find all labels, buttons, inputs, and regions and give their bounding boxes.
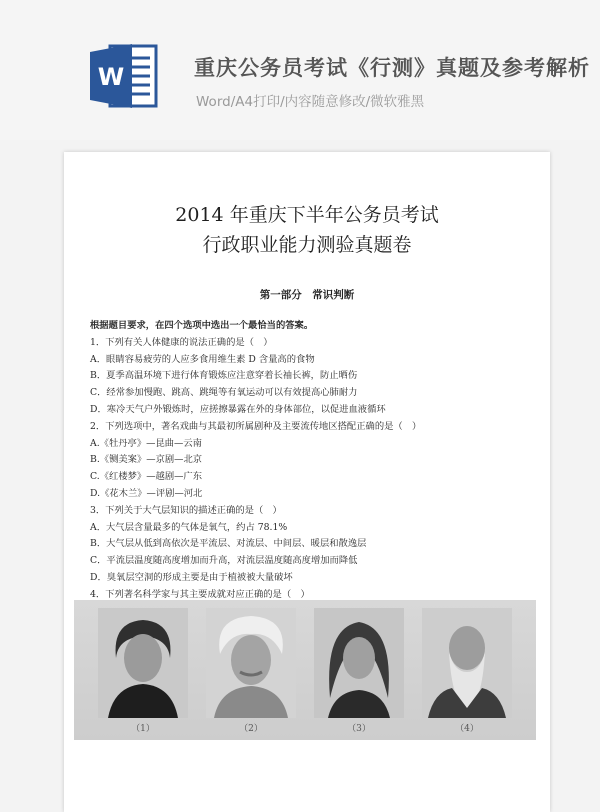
photo-caption: （1） (131, 724, 155, 734)
header (0, 0, 600, 140)
question-line: 1．下列有关人体健康的说法正确的是（ ） (90, 336, 273, 348)
exam-title-line1: 2014 年重庆下半年公务员考试 (175, 204, 439, 226)
word-document-icon (88, 40, 160, 112)
exam-title-line2: 行政职业能力测验真题卷 (202, 234, 412, 256)
photo-caption: （2） (239, 724, 263, 734)
question-list (90, 318, 530, 604)
question-line: 4．下列著名科学家与其主要成就对应正确的是（ ） (90, 588, 310, 600)
option-line: A．眼睛容易疲劳的人应多食用维生素 D 含量高的食物 (90, 353, 315, 365)
option-line: B．大气层从低到高依次是平流层、对流层、中间层、暖层和散逸层 (90, 538, 367, 550)
section-heading: 第一部分 常识判断 (259, 289, 355, 301)
instruction-line: 根据题目要求，在四个选项中选出一个最恰当的答案。 (90, 320, 314, 331)
question-line: 2．下列选项中，著名戏曲与其最初所属剧种及主要流传地区搭配正确的是（ ） (90, 420, 422, 432)
document-page (64, 152, 550, 812)
option-line: A．大气层含量最多的气体是氧气，约占 78.1% (90, 521, 288, 533)
option-line: A.《牡丹亭》—昆曲—云南 (90, 437, 202, 449)
portrait-photo-1 (98, 608, 188, 718)
question-line: 3．下列关于大气层知识的描述正确的是（ ） (90, 504, 282, 516)
word-icon-letter: W (97, 63, 125, 91)
document-subtitle: Word/A4打印/内容随意修改/微软雅黑 (196, 94, 425, 110)
option-line: D.《花木兰》—评剧—河北 (90, 487, 203, 499)
scientist-photo-strip (74, 600, 536, 740)
portrait-photo-2 (206, 608, 296, 718)
option-line: D．寒冷天气户外锻炼时，应搓擦暴露在外的身体部位，以促进血液循环 (90, 403, 386, 415)
option-line: B.《铡美案》—京剧—北京 (90, 454, 203, 466)
option-line: C．平流层温度随高度增加而升高，对流层温度随高度增加而降低 (90, 555, 358, 567)
option-line: C.《红楼梦》—越剧—广东 (90, 471, 203, 483)
option-line: D．臭氧层空洞的形成主要是由于植被被大量破坏 (90, 571, 293, 583)
option-line: C．经常参加慢跑、跳高、跳绳等有氧运动可以有效提高心肺耐力 (90, 387, 358, 399)
document-title: 重庆公务员考试《行测》真题及参考解析 (194, 56, 590, 80)
option-line: B．夏季高温环境下进行体育锻炼应注意穿着长袖长裤，防止晒伤 (90, 370, 358, 382)
portrait-photo-4 (422, 608, 512, 718)
portrait-photo-3 (314, 608, 404, 718)
photo-caption: （3） (347, 724, 371, 734)
photo-caption: （4） (455, 724, 479, 734)
